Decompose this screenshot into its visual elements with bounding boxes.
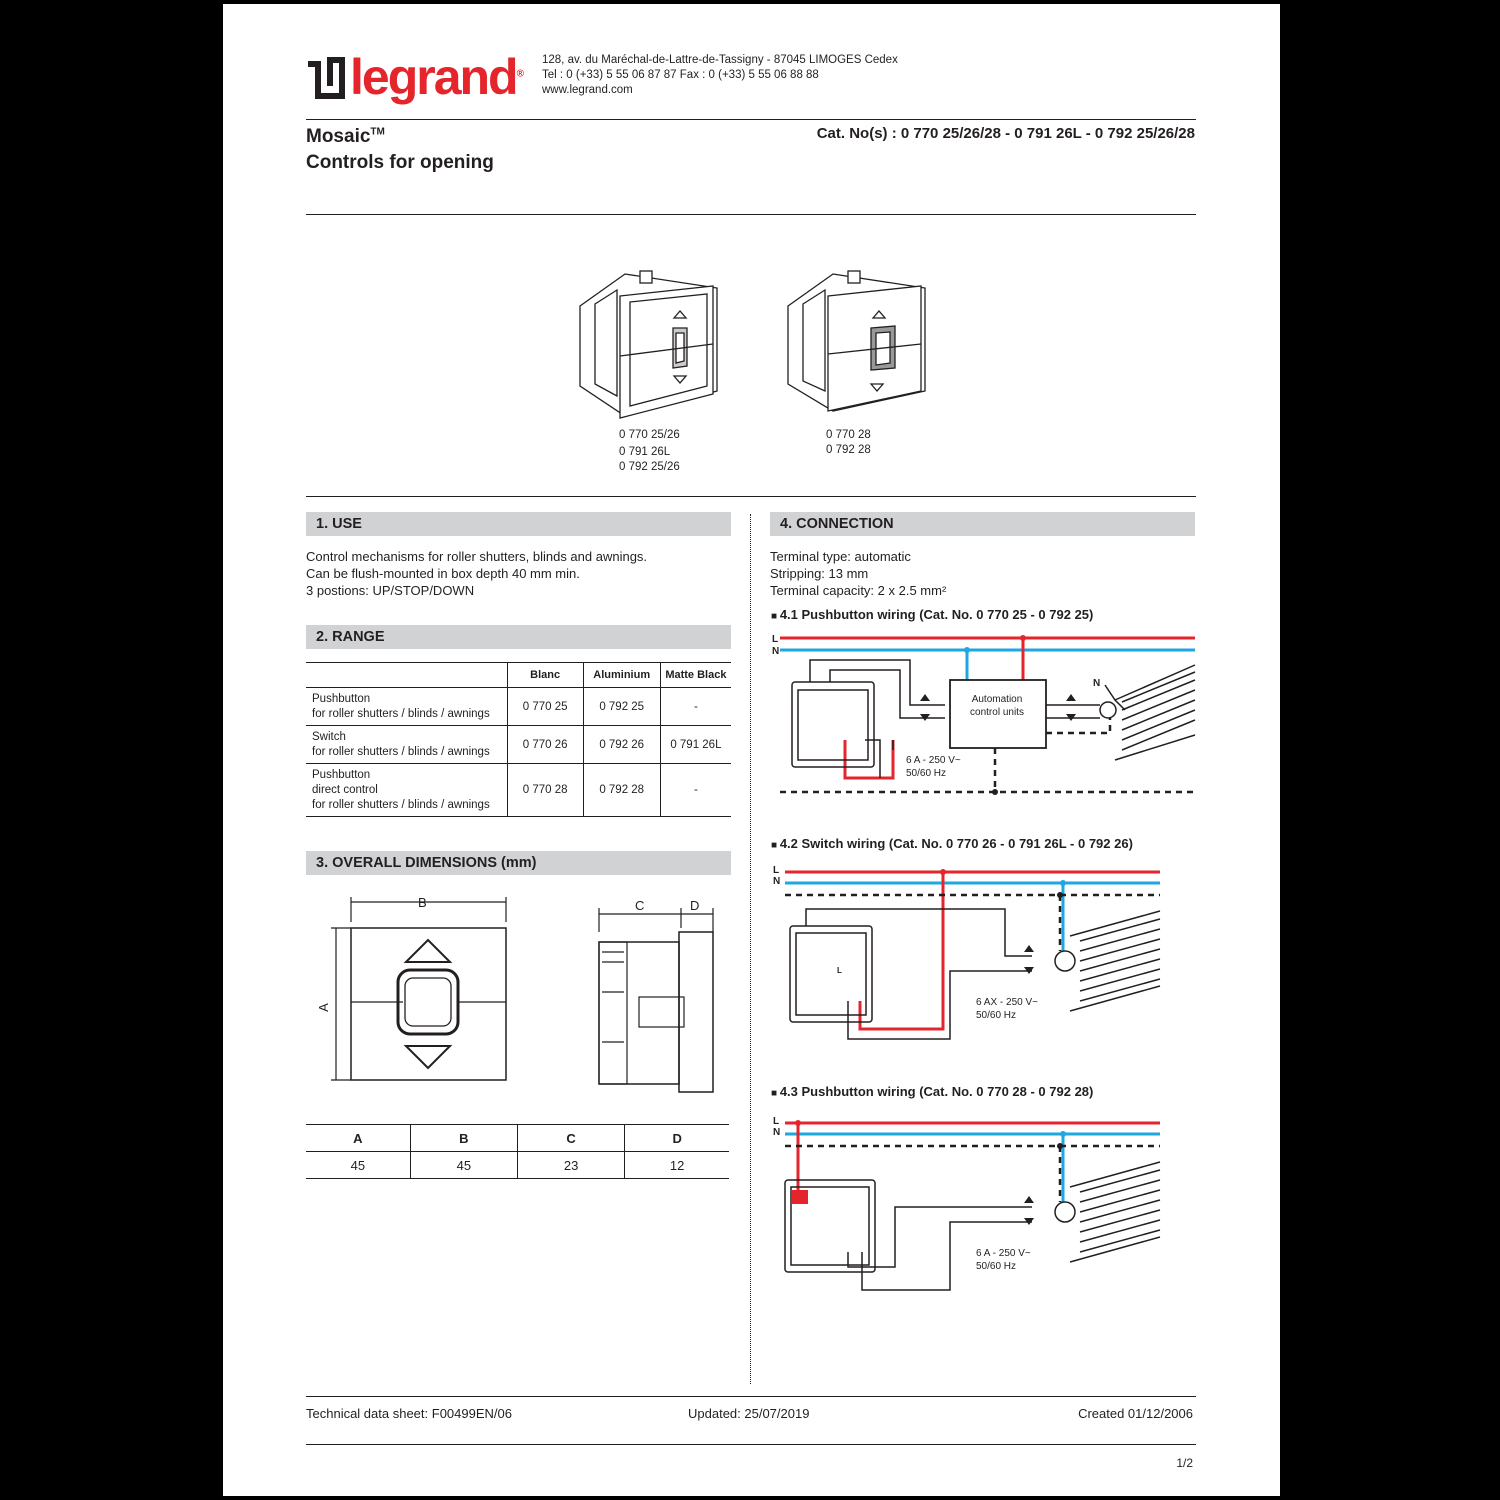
line-label-l: L — [772, 634, 779, 645]
datasheet-page — [223, 4, 1280, 1496]
divider — [306, 1444, 1196, 1445]
section-heading-dimensions: 3. OVERALL DIMENSIONS (mm) — [306, 851, 731, 875]
divider — [306, 1396, 1196, 1397]
brand-name: legrand® — [350, 49, 522, 105]
section-heading-use: 1. USE — [306, 512, 731, 536]
legrand-logo-icon — [306, 56, 346, 100]
product-illustration-pushbutton — [575, 266, 725, 426]
product-name: Mosaic™ — [306, 126, 385, 147]
line-label-n: N — [773, 1127, 781, 1138]
table-row: Pushbutton for roller shutters / blinds / awnings 0 770 25 0 792 25 - — [306, 688, 731, 726]
switch-label-l: L — [837, 966, 842, 975]
dimension-label-c: C — [635, 898, 645, 913]
line-label-l: L — [773, 1116, 780, 1127]
line-label-n: N — [773, 876, 781, 887]
wiring-diagram-4-3 — [770, 1112, 1200, 1302]
range-table: Blanc Aluminium Matte Black Pushbutton for roller shutters / blinds / awnings 0 770 25 0 792 25 - Switch for roller shutters / blinds / awnings 0 770 26 0 792 26 0 791 26L Pushbutton direct control for roller shutters / blinds / awnings 0 770 28 0 792 28 - — [306, 662, 731, 817]
product-illustration-direct-pushbutton — [783, 266, 933, 426]
dimension-label-a: A — [315, 1003, 331, 1012]
wiring-title-4-2: ■ 4.2 Switch wiring (Cat. No. 0 770 26 - 0 791 26L - 0 792 26) — [771, 836, 1133, 851]
section-heading-range: 2. RANGE — [306, 625, 731, 649]
wiring-diagram-4-2 — [770, 861, 1200, 1051]
catalogue-numbers: Cat. No(s) : 0 770 25/26/28 - 0 791 26L - 0 792 25/26/28 — [816, 125, 1195, 142]
product-caption-right: 0 770 28 0 792 28 — [826, 429, 871, 456]
section-heading-connection: 4. CONNECTION — [770, 512, 1195, 536]
motor-label-n: N — [1093, 678, 1101, 689]
divider — [306, 214, 1196, 215]
product-caption-left: 0 770 25/26 0 791 26L 0 792 25/26 — [619, 429, 680, 473]
rating-4-1: 6 A - 250 V~ 50/60 Hz — [906, 755, 961, 779]
page-number: 1/2 — [1176, 1456, 1193, 1470]
wiring-title-4-3: ■ 4.3 Pushbutton wiring (Cat. No. 0 770 28 - 0 792 28) — [771, 1084, 1094, 1099]
rating-4-3: 6 A - 250 V~ 50/60 Hz — [976, 1248, 1031, 1272]
rating-4-2: 6 AX - 250 V~ 50/60 Hz — [976, 997, 1038, 1021]
product-subtitle: Controls for opening — [306, 152, 494, 173]
dimensions-drawing — [306, 892, 731, 1112]
table-row: Switch for roller shutters / blinds / awnings 0 770 26 0 792 26 0 791 26L — [306, 726, 731, 764]
table-row: Pushbutton direct control for roller shutters / blinds / awnings 0 770 28 0 792 28 - — [306, 764, 731, 817]
connection-text: Terminal type: automatic Stripping: 13 mm Terminal capacity: 2 x 2.5 mm² — [770, 549, 947, 598]
company-address: 128, av. du Maréchal-de-Lattre-de-Tassigny - 87045 LIMOGES Cedex Tel : 0 (+33) 5 55 06 87 87 Fax : 0 (+33) 5 55 06 88 88 www.legrand.com — [542, 54, 898, 96]
footer-updated: Updated: 25/07/2019 — [688, 1406, 810, 1421]
dimensions-table: A B C D 45 45 23 12 — [306, 1124, 729, 1179]
wiring-title-4-1: ■ 4.1 Pushbutton wiring (Cat. No. 0 770 25 - 0 792 25) — [771, 607, 1094, 622]
dimension-label-d: D — [690, 898, 700, 913]
table-row: 45 45 23 12 — [306, 1152, 729, 1179]
use-text: Control mechanisms for roller shutters, blinds and awnings. Can be flush-mounted in box depth 40 mm min. 3 postions: UP/STOP/DOWN — [306, 549, 648, 598]
column-separator — [750, 514, 751, 1384]
footer-created: Created 01/12/2006 — [1078, 1406, 1193, 1421]
divider — [306, 496, 1196, 497]
line-label-l: L — [773, 865, 780, 876]
line-label-n: N — [772, 646, 780, 657]
footer-sheet-id: Technical data sheet: F00499EN/06 — [306, 1406, 512, 1421]
divider — [306, 119, 1196, 120]
automation-box-label: Automation control units — [970, 694, 1024, 718]
dimension-label-b: B — [418, 895, 427, 910]
